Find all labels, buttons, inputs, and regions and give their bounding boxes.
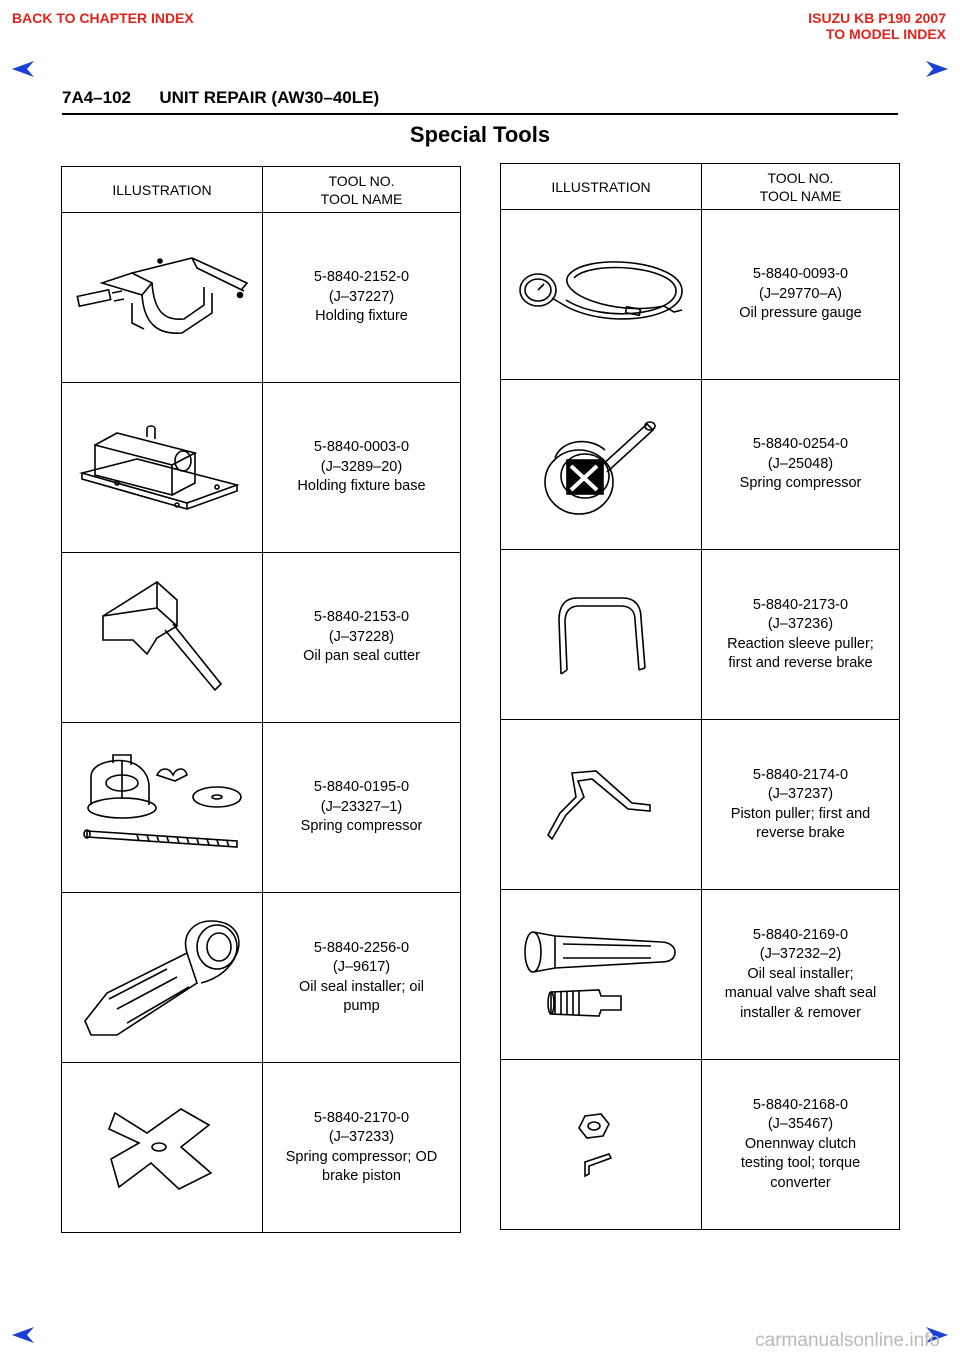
table-row	[62, 1063, 461, 1233]
illustration-cell	[501, 720, 702, 890]
illustration-cell	[501, 380, 702, 550]
table-row	[501, 890, 900, 1060]
model-name: ISUZU KB P190 2007	[808, 10, 946, 26]
tool-name: brake piston	[322, 1168, 401, 1184]
back-to-chapter-index-link[interactable]: BACK TO CHAPTER INDEX	[12, 10, 194, 26]
tool-description-cell	[702, 1060, 900, 1230]
holding-fixture-base-icon	[77, 423, 247, 513]
tool-code: (J–29770–A)	[758, 285, 843, 302]
prev-page-arrow-icon[interactable]	[10, 60, 36, 78]
header-divider	[62, 113, 898, 115]
tool-description-cell	[263, 1063, 461, 1233]
reaction-sleeve-puller-icon	[551, 590, 651, 680]
tool-name: reverse brake	[756, 825, 845, 841]
watermark: carmanualsonline.info	[755, 1330, 940, 1351]
tool-name: Piston puller; first and	[730, 805, 871, 822]
tool-number: 5-8840-2169-0	[752, 926, 849, 943]
table-row	[501, 210, 900, 380]
tool-name: Oil seal installer; oil	[299, 978, 424, 995]
tool-no-header: TOOL NO.	[767, 169, 834, 186]
tool-description-cell	[263, 213, 461, 383]
tool-name: installer & remover	[740, 1004, 861, 1021]
tool-name: Spring compressor	[739, 475, 862, 492]
tool-header	[263, 167, 461, 213]
clutch-testing-tool-icon	[571, 1110, 631, 1180]
spring-compressor-set-icon	[77, 753, 247, 863]
illustration-cell	[62, 553, 263, 723]
shaft-seal-installer-icon	[521, 930, 681, 1020]
tool-code: (J–3289–20)	[320, 458, 403, 475]
tool-description-cell	[702, 890, 900, 1060]
tool-number: 5-8840-2153-0	[313, 609, 410, 626]
cross-plate-icon	[107, 1103, 217, 1193]
tool-name: first and reverse brake	[728, 655, 873, 671]
piston-puller-icon	[546, 765, 656, 845]
tool-name: Spring compressor	[300, 818, 423, 835]
illustration-cell	[501, 890, 702, 1060]
illustration-cell	[62, 383, 263, 553]
tool-code: (J–37232–2)	[759, 946, 842, 963]
tool-name: Reaction sleeve puller;	[727, 635, 874, 652]
special-tools-table-right	[500, 163, 900, 1230]
tool-number: 5-8840-2174-0	[752, 766, 849, 783]
tool-number: 5-8840-2170-0	[313, 1109, 410, 1126]
special-tools-table-left	[61, 166, 461, 1233]
tool-description-cell	[263, 723, 461, 893]
tool-number: 5-8840-2173-0	[752, 596, 849, 613]
tool-code: (J–35467)	[767, 1116, 834, 1133]
tool-number: 5-8840-2152-0	[313, 269, 410, 286]
illustration-cell	[62, 1063, 263, 1233]
prev-page-arrow-bottom-icon[interactable]	[10, 1326, 36, 1344]
spring-compressor-icon	[541, 410, 661, 520]
tool-code: (J–37227)	[328, 288, 395, 305]
tool-description-cell	[263, 553, 461, 723]
tool-name: converter	[770, 1174, 831, 1191]
illustration-cell	[62, 723, 263, 893]
illustration-cell	[501, 1060, 702, 1230]
oil-seal-installer-icon	[77, 913, 247, 1043]
tool-no-header: TOOL NO.	[328, 172, 395, 189]
tool-name: Holding fixture	[315, 308, 408, 325]
tool-name: Spring compressor; OD	[285, 1148, 438, 1165]
tool-name: Oil seal installer;	[747, 965, 854, 982]
tool-number: 5-8840-0254-0	[752, 436, 849, 453]
tool-name: Onennway clutch	[744, 1135, 857, 1152]
oil-pressure-gauge-icon	[514, 250, 689, 340]
tool-header	[702, 164, 900, 210]
section-header: 7A4–102 UNIT REPAIR (AW30–40LE)	[62, 88, 380, 107]
illustration-cell	[62, 893, 263, 1063]
tool-description-cell	[702, 210, 900, 380]
tool-code: (J–37228)	[328, 628, 395, 645]
tool-code: (J–25048)	[767, 455, 834, 472]
illustration-cell	[62, 213, 263, 383]
tool-number: 5-8840-2168-0	[752, 1096, 849, 1113]
table-row	[501, 720, 900, 890]
tool-code: (J–23327–1)	[320, 798, 403, 815]
table-row	[62, 553, 461, 723]
table-row	[62, 213, 461, 383]
tool-number: 5-8840-0195-0	[313, 779, 410, 796]
illustration-header: ILLUSTRATION	[62, 167, 263, 213]
oil-pan-seal-cutter-icon	[97, 578, 227, 698]
table-header-row	[501, 164, 900, 210]
illustration-header: ILLUSTRATION	[501, 164, 702, 210]
tool-code: (J–37237)	[767, 786, 834, 802]
tool-name: manual valve shaft seal	[724, 985, 877, 1002]
tool-description-cell	[263, 383, 461, 553]
illustration-cell	[501, 210, 702, 380]
tool-name: testing tool; torque	[740, 1155, 861, 1172]
tool-description-cell	[702, 550, 900, 720]
table-row	[501, 550, 900, 720]
tool-name: Oil pan seal cutter	[303, 648, 420, 665]
tool-code: (J–37233)	[328, 1129, 395, 1145]
table-row	[501, 380, 900, 550]
page-title: Special Tools	[409, 122, 551, 147]
tool-name: Holding fixture base	[297, 478, 426, 495]
tool-name-header: TOOL NAME	[320, 190, 403, 207]
tool-name: Oil pressure gauge	[739, 305, 862, 322]
tool-code: (J–37236)	[767, 616, 834, 632]
tool-number: 5-8840-0003-0	[313, 439, 410, 456]
holding-fixture-icon	[72, 253, 252, 343]
table-row	[62, 383, 461, 553]
illustration-cell	[501, 550, 702, 720]
tool-name: pump	[343, 998, 380, 1014]
table-row	[62, 723, 461, 893]
tool-code: (J–9617)	[332, 959, 391, 975]
tool-number: 5-8840-2256-0	[313, 939, 410, 956]
table-row	[62, 893, 461, 1063]
model-index-link[interactable]	[808, 10, 946, 42]
tool-description-cell	[263, 893, 461, 1063]
tool-name-header: TOOL NAME	[759, 187, 842, 204]
model-index-label: TO MODEL INDEX	[825, 26, 946, 42]
tool-description-cell	[702, 720, 900, 890]
table-header-row	[62, 167, 461, 213]
next-page-arrow-icon[interactable]	[924, 60, 950, 78]
tool-description-cell	[702, 380, 900, 550]
table-row	[501, 1060, 900, 1230]
tool-number: 5-8840-0093-0	[752, 266, 849, 283]
